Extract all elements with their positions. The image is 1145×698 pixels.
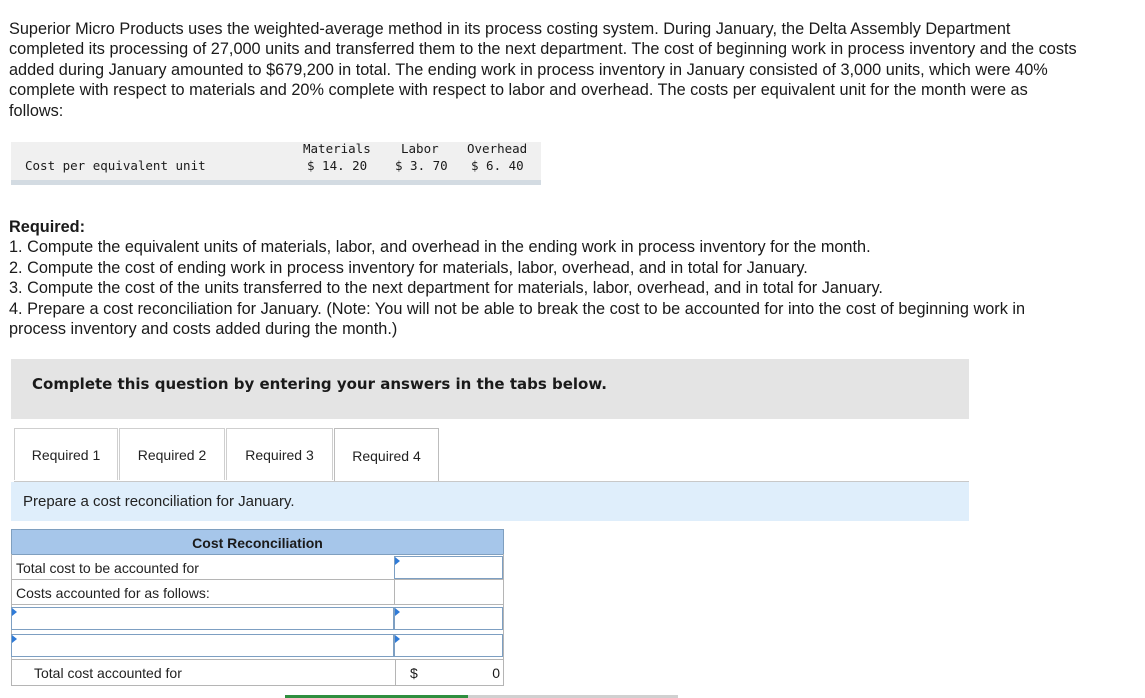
input-marker-icon [12,608,17,616]
labor-header: Labor [401,141,439,156]
tab-required-3[interactable]: Required 3 [226,428,333,480]
table-row [11,633,504,660]
cost-table-bottom-rule [11,180,541,185]
required-section [9,217,1084,339]
total-accounted-label: Total cost accounted for [34,665,182,681]
cost-row-label: Cost per equivalent unit [25,158,206,173]
required-item-3: 3. Compute the cost of the units transferred to the next department for materials, labor, overhead, and in total for January. [9,279,883,298]
total-accounted-value: 0 [492,665,500,681]
total-accounted-row [11,659,504,686]
materials-header: Materials [303,141,371,156]
materials-cost: $ 14. 20 [307,158,368,173]
cost-line-1-amount-input[interactable] [394,607,503,630]
overhead-header: Overhead [467,141,528,156]
cost-per-equivalent-unit-table [11,139,541,188]
total-accounted-cell [395,660,505,685]
total-to-account-field[interactable] [395,557,502,578]
overhead-cost: $ 6. 40 [471,158,524,173]
input-marker-icon [395,635,400,643]
cost-line-2-amount-input[interactable] [394,634,503,657]
reconciliation-title-text: Cost Reconciliation [192,535,323,551]
empty-cell [394,580,504,605]
cost-line-1-amount-field[interactable] [395,608,502,629]
tab-required-2[interactable]: Required 2 [119,428,225,480]
problem-intro: Superior Micro Products uses the weighted-average method in its process costing system. During January, the Delta Assembly Department completed its processing of 27,000 units and transferred them to the next department. The cost of beginning work in process inventory and the costs added during January amounted to $679,200 in total. The ending work in process inventory in January consisted of 3,000 units, which were 40% complete with respect to materials and 20% complete with respect to labor and overhead. The costs per equivalent unit for the month were as follows: [9,20,1077,120]
required-title: Required: [9,218,85,236]
input-marker-icon [395,608,400,616]
cost-line-1-label-input[interactable] [11,607,394,630]
accounted-as-label: Costs accounted for as follows: [16,585,210,601]
input-marker-icon [12,635,17,643]
cost-line-1-label-field[interactable] [12,608,393,629]
required-item-2: 2. Compute the cost of ending work in process inventory for materials, labor, overhead, and in total for January. [9,258,808,277]
cost-line-2-amount-field[interactable] [395,635,502,656]
cost-line-2-label-field[interactable] [12,635,393,656]
reconciliation-title [11,529,504,555]
total-to-account-label: Total cost to be accounted for [16,560,199,576]
tab-required-4[interactable]: Required 4 [334,428,439,482]
table-row [11,555,504,580]
tab-required-1[interactable]: Required 1 [14,428,118,480]
total-to-account-input[interactable] [394,556,503,579]
panel-header [11,482,969,521]
instruction-text: Complete this question by entering your answers in the tabs below. [32,375,607,393]
table-row [11,580,504,605]
labor-cost: $ 3. 70 [395,158,448,173]
table-row [11,605,504,632]
required-item-1: 1. Compute the equivalent units of materials, labor, and overhead in the ending work in process inventory for the month. [9,238,871,257]
cost-line-2-label-input[interactable] [11,634,394,657]
panel-prompt: Prepare a cost reconciliation for January. [23,493,295,510]
instruction-banner [11,359,969,419]
required-item-4: 4. Prepare a cost reconciliation for January. (Note: You will not be able to break the cost to be accounted for into the cost of beginning work in process inventory and costs added during the month.) [9,299,1026,339]
input-marker-icon [395,557,400,565]
currency-symbol: $ [410,665,418,681]
